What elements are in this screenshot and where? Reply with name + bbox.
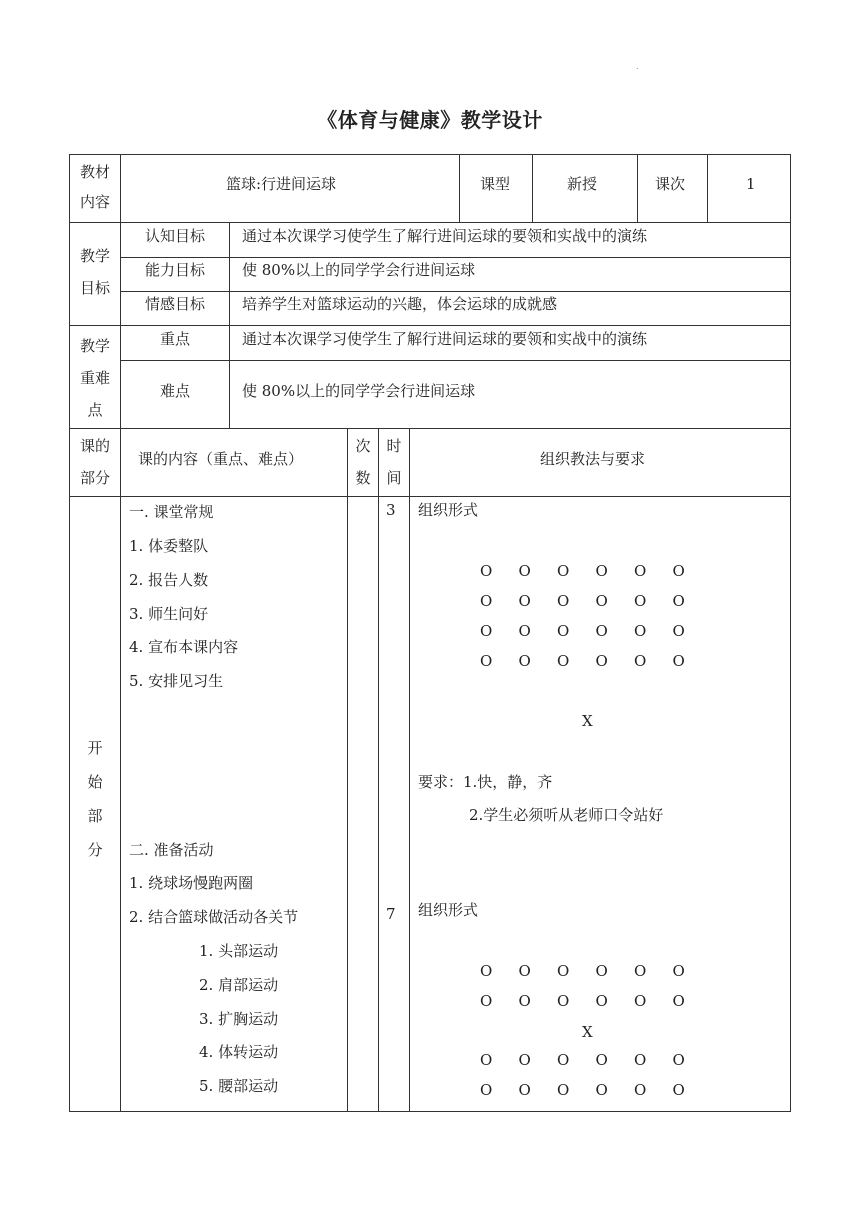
page-dot: . bbox=[636, 62, 639, 71]
formation-grid-2-bottom: O O O O O O O O O O O O bbox=[480, 1051, 685, 1099]
goal-cognitive-label: 认知目标 bbox=[145, 227, 206, 245]
goal-ability-label: 能力目标 bbox=[145, 261, 206, 279]
formation-grid-2-top: O O O O O O O O O O O O bbox=[480, 962, 685, 1010]
warmup-sub-item: 3. 扩胸运动 bbox=[199, 1010, 279, 1028]
goal-emotion-label: 情感目标 bbox=[145, 295, 206, 313]
type-label: 课型 bbox=[480, 175, 511, 193]
warmup-sub-item: 1. 头部运动 bbox=[199, 942, 279, 960]
warmup-sub-item: 2. 肩部运动 bbox=[199, 976, 279, 994]
warmup-title: 二. 准备活动 bbox=[129, 841, 214, 859]
form-label: 组织形式 bbox=[418, 501, 479, 519]
col-time-header: 时 间 bbox=[386, 437, 402, 487]
focus-text: 通过本次课学习使学生了解行进间运球的要领和实战中的演练 bbox=[242, 330, 648, 348]
routine-item: 3. 师生问好 bbox=[129, 605, 209, 623]
focus-label: 重点 bbox=[160, 330, 191, 348]
time-warmup: 7 bbox=[386, 905, 396, 923]
requirements-2: 2.学生必须听从老师口令站好 bbox=[469, 806, 664, 824]
teacher-mark: X bbox=[582, 712, 593, 730]
warmup-item: 1. 绕球场慢跑两圈 bbox=[129, 874, 254, 892]
formation-grid-1: O O O O O O O O O O O O O O O O O O O O O O O O bbox=[480, 562, 685, 670]
routine-item: 4. 宣布本课内容 bbox=[129, 638, 239, 656]
requirements-1: 要求：1.快，静，齐 bbox=[418, 773, 553, 791]
goal-emotion-text: 培养学生对篮球运动的兴趣，体会运球的成就感 bbox=[242, 295, 558, 313]
material-label: 教材 内容 bbox=[79, 163, 110, 211]
section-part-label: 开 始 部 分 bbox=[87, 739, 103, 859]
difficulty-text: 使 80%以上的同学学会行进间运球 bbox=[242, 382, 476, 400]
col-part-header: 课的 部分 bbox=[79, 437, 110, 487]
goal-cognitive-text: 通过本次课学习使学生了解行进间运球的要领和实战中的演练 bbox=[242, 227, 648, 245]
routine-item: 2. 报告人数 bbox=[129, 571, 209, 589]
time-routine: 3 bbox=[386, 501, 396, 519]
material-value: 篮球:行进间运球 bbox=[226, 175, 337, 193]
form-label: 组织形式 bbox=[418, 901, 479, 919]
key-points-label: 教学 重难 点 bbox=[79, 337, 110, 419]
warmup-sub-item: 4. 体转运动 bbox=[199, 1043, 279, 1061]
routine-item: 1. 体委整队 bbox=[129, 537, 209, 555]
goal-ability-text: 使 80%以上的同学学会行进间运球 bbox=[242, 261, 476, 279]
type-value: 新授 bbox=[567, 175, 598, 193]
session-value: 1 bbox=[746, 175, 756, 193]
session-label: 课次 bbox=[655, 175, 686, 193]
col-content-header: 课的内容（重点、难点） bbox=[138, 450, 304, 468]
warmup-sub-item: 5. 腰部运动 bbox=[199, 1077, 279, 1095]
warmup-item: 2. 结合篮球做活动各关节 bbox=[129, 908, 299, 926]
page-title: 《体育与健康》教学设计 bbox=[317, 108, 543, 132]
difficulty-label: 难点 bbox=[160, 382, 191, 400]
col-method-header: 组织教法与要求 bbox=[540, 450, 646, 468]
routine-item: 5. 安排见习生 bbox=[129, 672, 224, 690]
goals-label: 教学 目标 bbox=[79, 247, 110, 297]
col-count-header: 次 数 bbox=[355, 437, 371, 487]
teacher-mark: X bbox=[582, 1023, 593, 1041]
routine-title: 一. 课堂常规 bbox=[129, 503, 214, 521]
